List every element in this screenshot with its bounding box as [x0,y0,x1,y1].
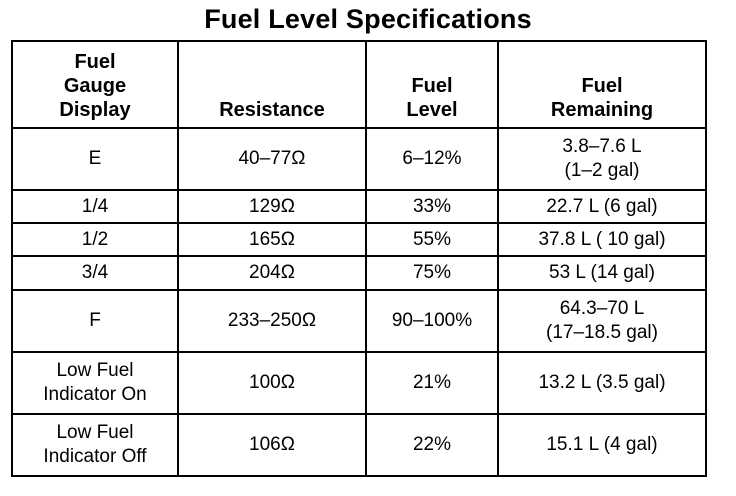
cell-level: 22% [366,414,498,476]
cell-display: E [12,128,178,190]
cell-display: Low Fuel Indicator On [12,352,178,414]
cell-level: 6–12% [366,128,498,190]
table-row-empty [12,128,706,190]
table-row-half [12,223,706,256]
cell-level: 33% [366,190,498,223]
cell-level: 90–100% [366,290,498,352]
header-resistance: Resistance [178,41,366,128]
header-fuel-level: Fuel Level [366,41,498,128]
cell-remaining: 15.1 L (4 gal) [498,414,706,476]
cell-remaining: 64.3–70 L (17–18.5 gal) [498,290,706,352]
cell-resistance: 129Ω [178,190,366,223]
cell-resistance: 40–77Ω [178,128,366,190]
cell-level: 21% [366,352,498,414]
header-fuel-remaining: Fuel Remaining [498,41,706,128]
cell-resistance: 233–250Ω [178,290,366,352]
cell-level: 55% [366,223,498,256]
page-title: Fuel Level Specifications [204,4,532,34]
table-row-full [12,290,706,352]
table-row-low-fuel-on [12,352,706,414]
cell-resistance: 165Ω [178,223,366,256]
fuel-spec-table [11,40,707,477]
cell-display: F [12,290,178,352]
cell-display: Low Fuel Indicator Off [12,414,178,476]
cell-resistance: 106Ω [178,414,366,476]
table-row-three-quarter [12,256,706,290]
cell-remaining: 22.7 L (6 gal) [498,190,706,223]
table-row-low-fuel-off [12,414,706,476]
cell-resistance: 100Ω [178,352,366,414]
table-row-quarter [12,190,706,223]
cell-remaining: 37.8 L ( 10 gal) [498,223,706,256]
cell-level: 75% [366,256,498,290]
cell-resistance: 204Ω [178,256,366,290]
table-header-row [12,41,706,128]
cell-remaining: 3.8–7.6 L (1–2 gal) [498,128,706,190]
cell-remaining: 13.2 L (3.5 gal) [498,352,706,414]
cell-display: 1/2 [12,223,178,256]
header-fuel-gauge-display: Fuel Gauge Display [12,41,178,128]
cell-display: 3/4 [12,256,178,290]
cell-remaining: 53 L (14 gal) [498,256,706,290]
cell-display: 1/4 [12,190,178,223]
